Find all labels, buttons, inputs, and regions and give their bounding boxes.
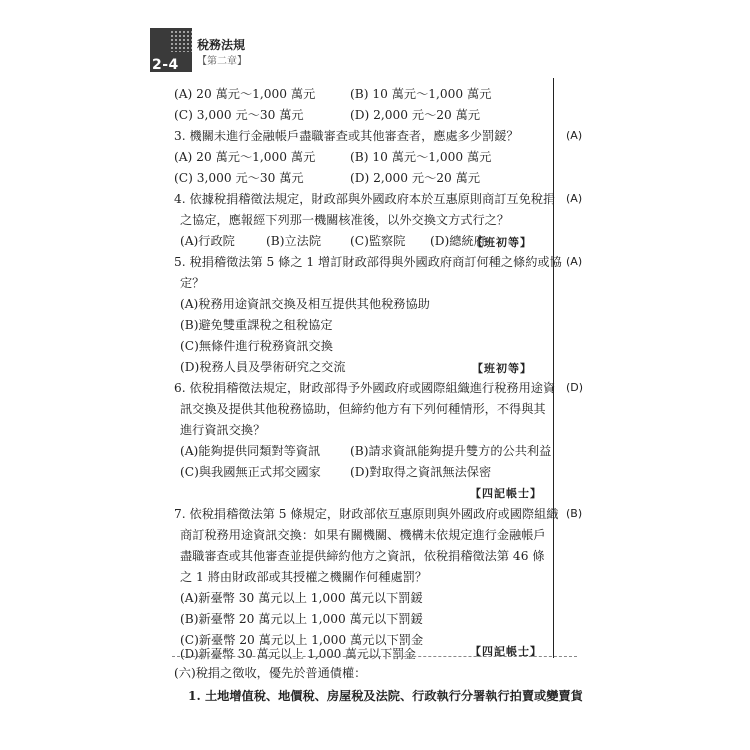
source-tag: 【四記帳士】 — [470, 645, 542, 658]
question-5-text: 5. 稅捐稽徵法第 5 條之 1 增訂財政部得與外國政府商訂何種之條約或協 — [174, 255, 562, 269]
source-tag: 【四記帳士】 — [470, 487, 542, 500]
option-a: (A)能夠提供同類對等資訊 — [180, 444, 321, 458]
question-7-text-cont: 之 1 將由財政部或其授權之機關作何種處罰？ — [180, 570, 428, 584]
section-heading: (六)稅捐之徵收，優先於普通債權： — [174, 666, 367, 680]
option-a: (A) 20 萬元～1,000 萬元 — [174, 87, 316, 101]
page-number: 2-4 — [152, 57, 179, 73]
option-c: (C) 3,000 元～30 萬元 — [174, 171, 304, 185]
question-4-answer: (A) — [566, 192, 583, 205]
option-d: (D)對取得之資訊無法保密 — [350, 465, 492, 479]
question-6-text-cont: 進行資訊交換？ — [180, 423, 266, 437]
option-d: (D)總統府 — [430, 234, 486, 248]
question-7-text-cont: 盡職審查或其他審查並提供締約他方之資訊，依稅捐稽徵法第 46 條 — [180, 549, 545, 563]
source-tag: 【班初等】 — [472, 362, 532, 375]
question-4-text: 4. 依據稅捐稽徵法規定，財政部與外國政府本於互惠原則商訂互免稅捐 — [174, 192, 556, 206]
option-b: (B) 10 萬元～1,000 萬元 — [350, 87, 492, 101]
option-b: (B)立法院 — [266, 234, 322, 248]
question-6-answer: (D) — [566, 381, 584, 394]
source-tag: 【班初等】 — [472, 236, 532, 249]
question-3-text: 3. 機關未進行金融帳戶盡職審查或其他審查者，應處多少罰鍰？ — [174, 129, 519, 143]
option-d: (D)新臺幣 30 萬元以上 1,000 萬元以下罰金 — [180, 647, 416, 661]
question-5-text-cont: 定？ — [180, 276, 205, 290]
option-a: (A)新臺幣 30 萬元以上 1,000 萬元以下罰鍰 — [180, 591, 423, 605]
option-c: (C) 3,000 元～30 萬元 — [174, 108, 304, 122]
section-divider — [172, 656, 577, 657]
question-7-text: 7. 依稅捐稽徵法第 5 條規定，財政部依互惠原則與外國政府或國際組織 — [174, 507, 559, 521]
chapter-label: 【第二章】 — [197, 56, 247, 67]
section-item-1: 1. 土地增值稅、地價稅、房屋稅及法院、行政執行分署執行拍賣或變賣貨 — [188, 689, 583, 703]
question-4-text-cont: 之協定，應報經下列那一機關核准後，以外交換文方式行之？ — [180, 213, 510, 227]
option-a: (A)稅務用途資訊交換及相互提供其他稅務協助 — [180, 297, 430, 311]
option-b: (B)請求資訊能夠提升雙方的公共利益 — [350, 444, 552, 458]
answer-column-divider — [553, 78, 554, 658]
question-5-answer: (A) — [566, 255, 583, 268]
option-d: (D)稅務人員及學術研究之交流 — [180, 360, 346, 374]
book-title: 稅務法規 — [197, 38, 246, 52]
option-b: (B)避免雙重課稅之租稅協定 — [180, 318, 333, 332]
option-b: (B) 10 萬元～1,000 萬元 — [350, 150, 492, 164]
option-c: (C)新臺幣 20 萬元以上 1,000 萬元以下罰金 — [180, 633, 424, 647]
option-a: (A) 20 萬元～1,000 萬元 — [174, 150, 316, 164]
option-b: (B)新臺幣 20 萬元以上 1,000 萬元以下罰鍰 — [180, 612, 423, 626]
dot-pattern-decoration — [170, 30, 192, 52]
question-7-text-cont: 商訂稅務用途資訊交換：如果有關機關、機構未依規定進行金融帳戶 — [180, 528, 546, 542]
question-3-answer: (A) — [566, 129, 583, 142]
option-c: (C)與我國無正式邦交國家 — [180, 465, 321, 479]
question-6-text-cont: 訊交換及提供其他稅務協助，但締約他方有下列何種情形，不得與其 — [180, 402, 546, 416]
option-a: (A)行政院 — [180, 234, 235, 248]
option-c: (C)無條件進行稅務資訊交換 — [180, 339, 333, 353]
option-d: (D) 2,000 元～20 萬元 — [350, 108, 481, 122]
question-6-text: 6. 依稅捐稽徵法規定，財政部得予外國政府或國際組織進行稅務用途資 — [174, 381, 556, 395]
option-d: (D) 2,000 元～20 萬元 — [350, 171, 481, 185]
option-c: (C)監察院 — [350, 234, 406, 248]
question-7-answer: (B) — [566, 507, 583, 520]
